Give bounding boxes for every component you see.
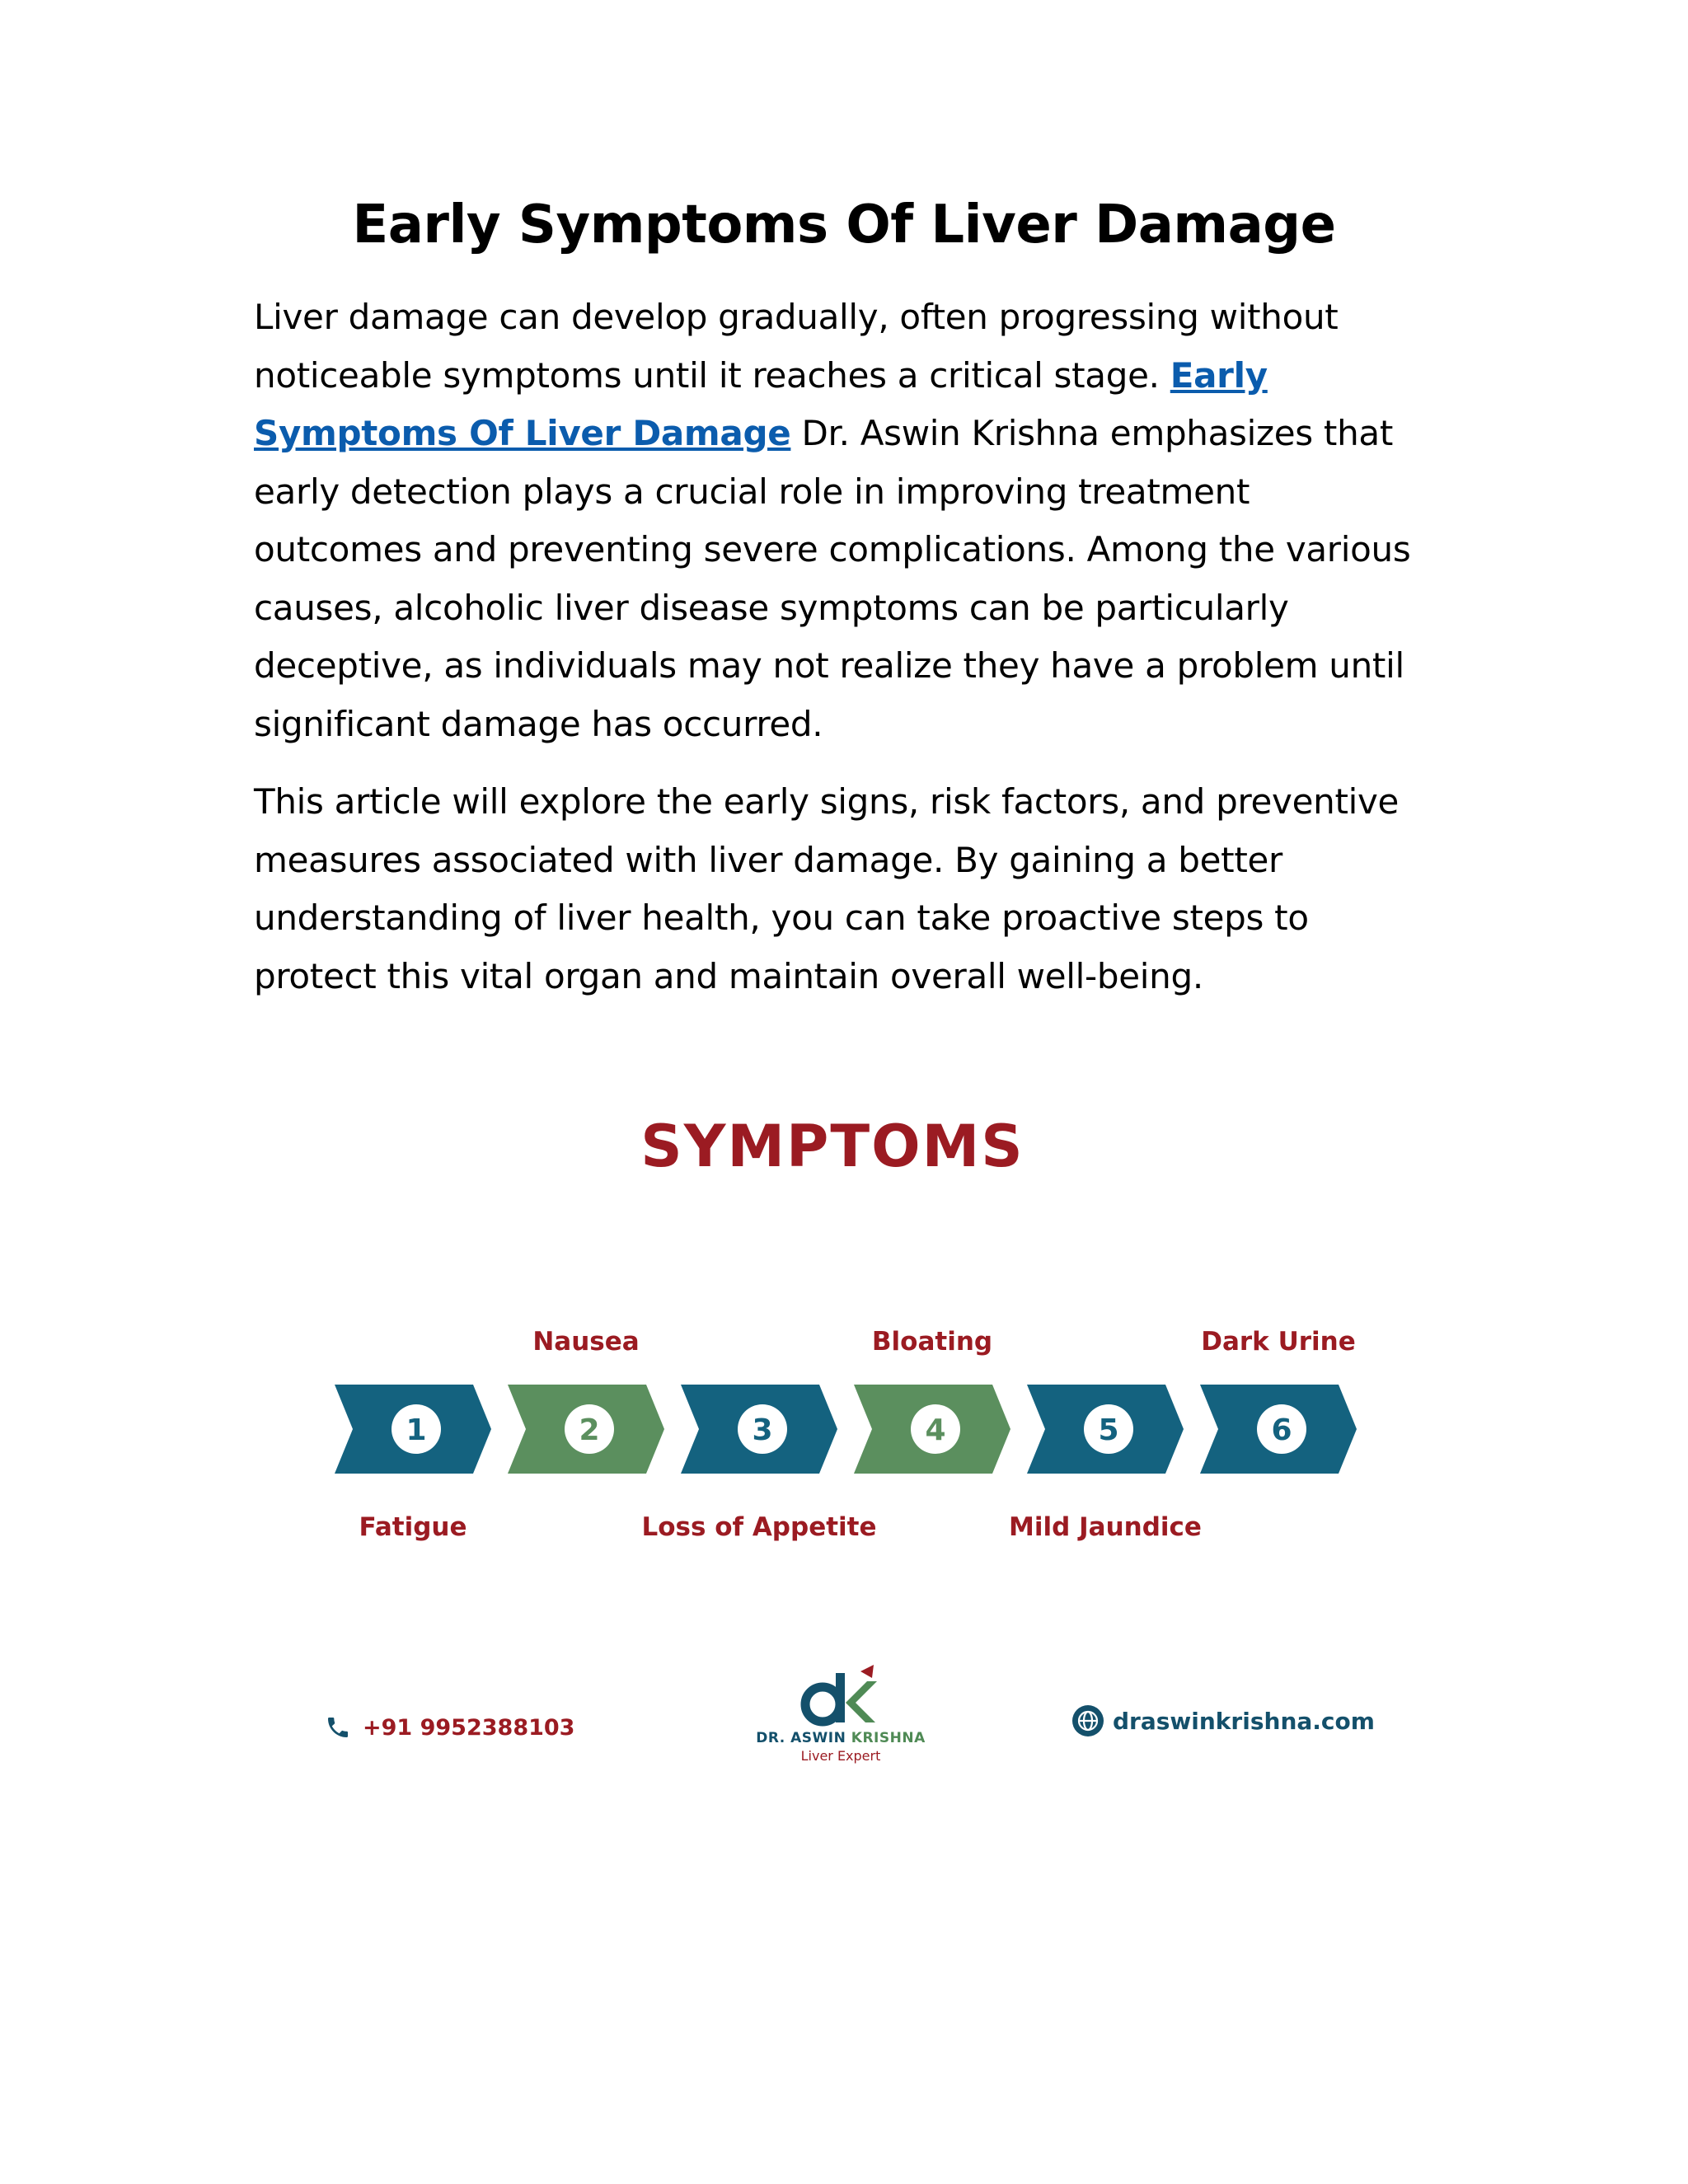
phone-contact <box>325 1714 574 1741</box>
website-url: draswinkrishna.com <box>1113 1707 1375 1735</box>
symptom-chevrons <box>313 1385 1385 1483</box>
step-2-number: 2 <box>579 1413 600 1447</box>
logo-name-first: DR. ASWIN <box>756 1730 851 1746</box>
step-5-number: 5 <box>1098 1413 1119 1447</box>
step-6-chevron <box>1200 1385 1357 1474</box>
step-3-chevron <box>681 1385 837 1474</box>
step-6-number: 6 <box>1271 1413 1292 1447</box>
page-title: Early Symptoms Of Liver Damage <box>352 194 1336 255</box>
symptom-label-4: Bloating <box>871 1327 993 1357</box>
symptom-label-5: Mild Jaundice <box>1009 1512 1202 1542</box>
website-contact <box>1071 1704 1375 1737</box>
symptom-label-3: Loss of Appetite <box>641 1512 877 1542</box>
step-5-chevron <box>1027 1385 1184 1474</box>
step-4-number: 4 <box>925 1413 946 1447</box>
globe-icon <box>1071 1704 1104 1737</box>
doctor-logo <box>750 1665 931 1764</box>
early-symptoms-link[interactable]: Early Symptoms Of Liver Damage <box>254 354 1268 453</box>
symptoms-infographic <box>313 1096 1385 1772</box>
logo-tagline: Liver Expert <box>800 1748 881 1764</box>
step-3-number: 3 <box>752 1413 773 1447</box>
step-1-number: 1 <box>406 1413 427 1447</box>
step-2-chevron <box>508 1385 664 1474</box>
logo-name <box>750 1730 931 1746</box>
symptom-label-6: Dark Urine <box>1201 1327 1356 1357</box>
infographic-footer <box>313 1665 1385 1772</box>
symptom-label-2: Nausea <box>532 1327 640 1357</box>
dk-logo-mark <box>791 1665 890 1729</box>
step-1-chevron <box>335 1385 491 1474</box>
intro-paragraph <box>254 288 1424 753</box>
symptoms-heading: SYMPTOMS <box>640 1113 1025 1180</box>
intro-text-end: Dr. Aswin Krishna emphasizes that early detection plays a crucial role in improving treatment outcomes and preventing severe complications. Among the various causes, alcoholic liver disease symptoms can be particularly deceptive, as individuals may not realize they have a problem until significant damage has occurred. <box>254 413 1411 744</box>
phone-icon <box>325 1714 351 1741</box>
logo-name-second: KRISHNA <box>851 1730 926 1746</box>
phone-number: +91 9952388103 <box>363 1714 575 1741</box>
step-4-chevron <box>854 1385 1010 1474</box>
intro-text-start: Liver damage can develop gradually, often progressing without noticeable symptoms until it reaches a critical stage. <box>254 297 1339 396</box>
symptom-label-1: Fatigue <box>359 1512 467 1542</box>
article-overview-paragraph: This article will explore the early signs, risk factors, and preventive measures associated with liver damage. By gaining a better understanding of liver health, you can take proactive steps to protect this vital organ and maintain overall well-being. <box>254 781 1400 996</box>
